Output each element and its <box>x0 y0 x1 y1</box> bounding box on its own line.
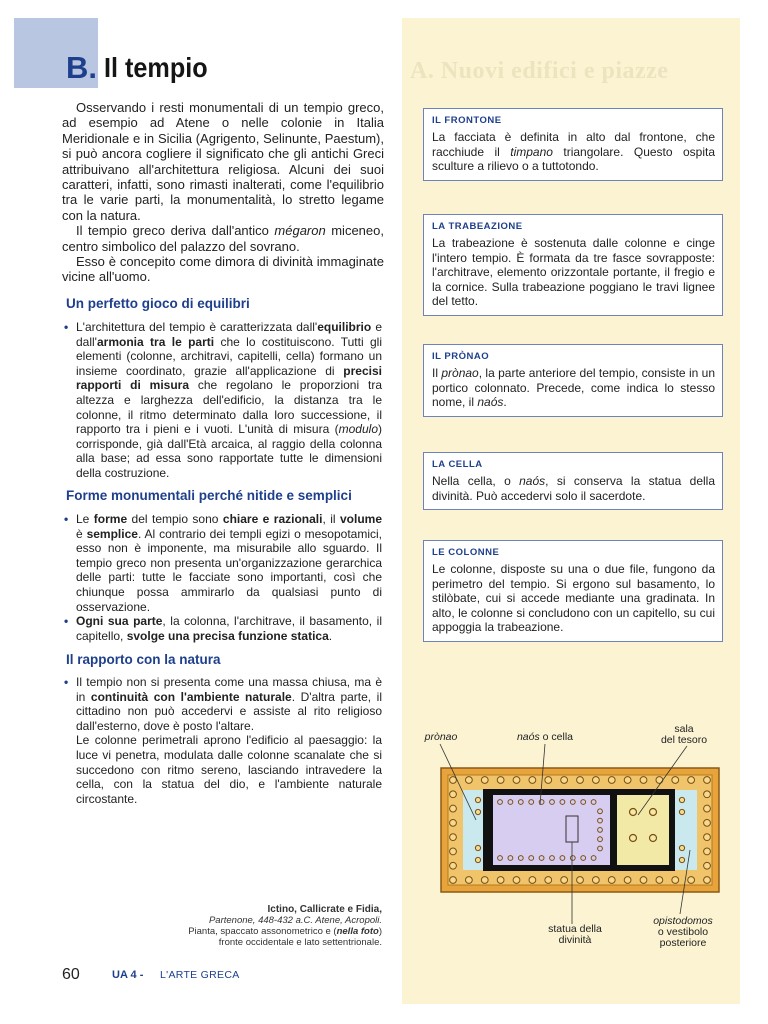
box-title: LA CELLA <box>432 459 483 470</box>
bullet-icon: • <box>64 675 69 689</box>
section-heading-equilibri: Un perfetto gioco di equilibri <box>66 296 250 311</box>
peristyle-column <box>704 834 711 841</box>
peristyle-column <box>688 877 695 884</box>
bullet-item: • Ogni sua parte, la colonna, l'architrave, il basamento, il capitello, svolge una precisa funzione statica. <box>64 614 382 643</box>
peristyle-column <box>465 777 472 784</box>
figure-caption <box>160 904 382 948</box>
peristyle-column <box>450 862 457 869</box>
peristyle-column <box>561 777 568 784</box>
opisthodomos-area <box>675 790 697 870</box>
peristyle-column <box>704 862 711 869</box>
page-title: Il tempio <box>104 52 208 83</box>
bullet-item: • Le forme del tempio sono chiare e razionali, il volume è semplice. Al contrario dei templi egizi o mesopotamici, esso non è imponente, ma misurabile allo sguardo. Il tempio greco non presenta un'organizzazione gerarchica delle parti: tutte le facciate sono importanti, così che chiunque possa ammirarlo da qualsiasi punto di osservazione. <box>64 512 382 614</box>
bullet-icon: • <box>64 614 69 629</box>
label-opistodomos: opistodomos o vestibolo posteriore <box>653 915 713 949</box>
bullet-icon: • <box>64 512 69 526</box>
peristyle-column <box>640 877 647 884</box>
peristyle-column <box>640 777 647 784</box>
peristyle-column <box>704 848 711 855</box>
caption-description-2: fronte occidentale e lato settentrionale. <box>218 937 382 948</box>
peristyle-column <box>608 777 615 784</box>
peristyle-column <box>465 877 472 884</box>
box-title: IL PRÒNAO <box>432 351 490 362</box>
caption-description: Pianta, spaccato assonometrico e (nella foto) <box>188 926 382 937</box>
peristyle-column <box>545 777 552 784</box>
peristyle-column <box>513 777 520 784</box>
bullet-item: • Il tempio non si presenta come una massa chiusa, ma è in continuità con l'ambiente naturale. D'altra parte, il cittadino non può accedervi e assiste al rito religioso dall'esterno, dove è posto l'altare. <box>64 675 383 733</box>
peristyle-column <box>672 877 679 884</box>
peristyle-column <box>704 777 711 784</box>
peristyle-column <box>450 777 457 784</box>
label-sala-tesoro: sala del tesoro <box>660 723 708 746</box>
peristyle-column <box>704 791 711 798</box>
caption-authors: Ictino, Callicrate e Fidia, <box>267 904 382 915</box>
naos-cella <box>493 795 610 865</box>
peristyle-column <box>450 805 457 812</box>
peristyle-column <box>577 877 584 884</box>
intro-paragraph-2: Il tempio greco deriva dall'antico mégaron miceneo, centro simbolico del palazzo del sovrano. <box>62 223 384 254</box>
porch-column <box>475 797 480 802</box>
bullet-icon: • <box>64 320 69 334</box>
peristyle-column <box>624 877 631 884</box>
porch-column <box>679 845 684 850</box>
temple-plan <box>440 744 719 924</box>
peristyle-column <box>672 777 679 784</box>
box-text: La facciata è definita in alto dal frontone, che racchiude il timpano triangolare. Questo ospita sculture a rilievo o a tuttotondo. <box>432 130 716 174</box>
peristyle-column <box>497 777 504 784</box>
porch-column <box>475 857 480 862</box>
box-text: La trabeazione è sostenuta dalle colonne e cinge l'intero tempio. È formata da tre fasce sovrapposte: l'architrave, elemento orizzontale portante, il fregio e la cornice. Sulla trabeazione poggiano le travi lignee del tetto. <box>432 236 715 309</box>
treasury-room <box>617 795 669 865</box>
peristyle-column <box>513 877 520 884</box>
caption-work: Partenone, 448-432 a.C. Atene, Acropoli. <box>208 915 382 926</box>
intro-paragraph-1: Osservando i resti monumentali di un tempio greco, ad esempio ad Atene o nelle colonie in Italia Meridionale e in Sicilia (Agrigento, Selinunte, Paestum), si può ancora cogliere il significato che gli antichi Greci attribuivano all'architettura religiosa. Alcuni dei suoi caratteri, infatti, sono rimasti inalterati, come l'equilibrio tra le varie parti, la monumentalità, lo stretto legame con la natura. <box>62 100 384 223</box>
peristyle-column <box>561 877 568 884</box>
box-title: LA TRABEAZIONE <box>432 221 523 232</box>
porch-column <box>475 809 480 814</box>
footer-unit: UA 4 - <box>112 969 144 981</box>
peristyle-column <box>704 877 711 884</box>
background-title: A. Nuovi edifici e piazze <box>410 58 669 84</box>
peristyle-column <box>577 777 584 784</box>
porch-column <box>475 845 480 850</box>
porch-column <box>679 809 684 814</box>
peristyle-column <box>450 848 457 855</box>
peristyle-column <box>497 877 504 884</box>
bullet-item: • L'architettura del tempio è caratterizzata dall'equilibrio e dall'armonia tra le parti che lo costituiscono. Tutti gli elementi (colonne, architravi, capitelli, cella) formano un insieme coordinato, grazie all'applicazione di precisi rapporti di misura che regolano le proporzioni tra altezza e larghezza dell'edificio, la distanza tra le colonne, il ritmo determinato dalla loro successione, il rapporto tra i pieni e i vuoti. L'unità di misura (modulo) corrisponde, già dall'Età arcaica, al raggio della colonna alla base; ad essa sono rapportate tutte le dimensioni della costruzione. <box>64 320 382 480</box>
peristyle-column <box>608 877 615 884</box>
porch-column <box>679 857 684 862</box>
peristyle-column <box>545 877 552 884</box>
peristyle-column <box>450 834 457 841</box>
label-naos-cella: naós o cella <box>516 731 574 743</box>
peristyle-column <box>450 819 457 826</box>
footer-title: L'ARTE GRECA <box>160 969 240 981</box>
peristyle-column <box>529 777 536 784</box>
peristyle-column <box>592 777 599 784</box>
peristyle-column <box>656 877 663 884</box>
peristyle-column <box>529 877 536 884</box>
peristyle-column <box>704 819 711 826</box>
peristyle-column <box>450 877 457 884</box>
page-number: 60 <box>62 966 80 983</box>
peristyle-column <box>481 877 488 884</box>
box-text: Nella cella, o naós, si conserva la statua della divinità. Può accedervi solo il sacerdote. <box>432 474 715 503</box>
peristyle-column <box>624 777 631 784</box>
box-text: Le colonne, disposte su una o due file, fungono da perimetro del tempio. Si ergono sul basamento, lo stilòbate, cui si accede mediante una gradinata. In alto, le colonne si concludono con un capitello, su cui appoggia la trabeazione. <box>432 562 715 635</box>
intro-paragraph-3: Esso è concepito come dimora di divinità immaginate vicine all'uomo. <box>62 254 384 285</box>
peristyle-column <box>592 877 599 884</box>
section-letter: B. <box>66 50 97 85</box>
section-heading-forme: Forme monumentali perché nitide e semplici <box>66 488 352 503</box>
peristyle-column <box>656 777 663 784</box>
section-heading-natura: Il rapporto con la natura <box>66 652 221 667</box>
box-text: Il prònao, la parte anteriore del tempio, consiste in un portico colonnato. Precede, come indica lo stesso nome, il naós. <box>432 366 715 410</box>
bullet-continuation: Le colonne perimetrali aprono l'edificio al paesaggio: la luce vi penetra, modulata dalle colonne scanalate che si succedono con ritmo sereno, lasciando intravedere la cella, con la statua del dio, e l'ambiente naturale circostante. <box>76 733 382 806</box>
box-title: LE COLONNE <box>432 547 500 558</box>
peristyle-column <box>450 791 457 798</box>
pronao-area <box>463 790 485 870</box>
box-title: IL FRONTONE <box>432 115 502 126</box>
peristyle-column <box>688 777 695 784</box>
label-pronao: prònao <box>424 731 458 743</box>
porch-column <box>679 797 684 802</box>
peristyle-column <box>481 777 488 784</box>
label-statua: statua della divinità <box>548 923 602 946</box>
peristyle-column <box>704 805 711 812</box>
